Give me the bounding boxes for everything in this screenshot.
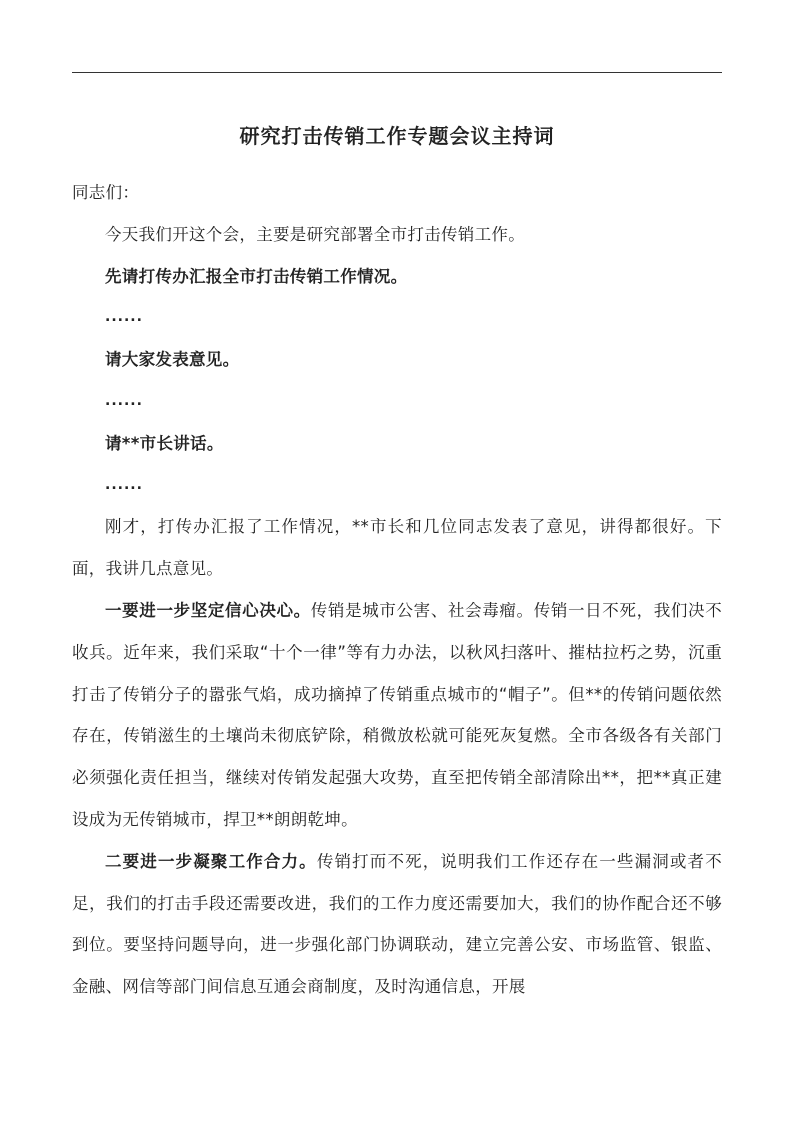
document-title: 研究打击传销工作专题会议主持词 [239, 124, 555, 148]
ellipsis-2: ...... [105, 392, 143, 409]
paragraph-opinions-request: 请大家发表意见。 [105, 350, 240, 370]
paragraph-point-one [72, 590, 722, 841]
ellipsis-1: ...... [105, 309, 143, 326]
point-one-body: 传销是城市公害、社会毒瘤。传销一日不死，我们决不收兵。近年来，我们采取“十个一律”等有力办法，以秋风扫落叶、摧枯拉朽之势，沉重打击了传销分子的嚣张气焰，成功摘掉了传销重点城市的“帽子”。但**的传销问题依然存在，传销滋生的土壤尚未彻底铲除，稍微放松就可能死灰复燃。全市各级各有关部门必须强化责任担当，继续对传销发起强大攻势，直至把传销全部清除出**，把**真正建设成为无传销城市，捍卫**朗朗乾坤。 [72, 600, 722, 829]
point-two-body: 传销打而不死，说明我们工作还存在一些漏洞或者不足，我们的打击手段还需要改进，我们的工作力度还需要加大，我们的协作配合还不够到位。要坚持问题导向，进一步强化部门协调联动，建立完善公安、市场监管、银监、金融、网信等部门间信息互通会商制度，及时沟通信息，开展 [72, 851, 722, 997]
header-rule [72, 72, 722, 73]
point-one-heading: 一要进一步坚定信心决心。 [105, 600, 311, 620]
point-two-heading: 二要进一步凝聚工作合力。 [105, 851, 317, 871]
paragraph-opening: 今天我们开这个会，主要是研究部署全市打击传销工作。 [105, 224, 525, 244]
ellipsis-3: ...... [105, 476, 143, 493]
paragraph-report-request: 先请打传办汇报全市打击传销工作情况。 [105, 266, 408, 286]
paragraph-summary: 刚才，打传办汇报了工作情况，**市长和几位同志发表了意见，讲得都很好。下面，我讲几点意见。 [72, 517, 722, 579]
document-body [72, 118, 722, 1008]
greeting: 同志们： [72, 183, 140, 202]
paragraph-point-two [72, 841, 722, 1008]
paragraph-mayor-speech: 请**市长讲话。 [105, 433, 224, 453]
